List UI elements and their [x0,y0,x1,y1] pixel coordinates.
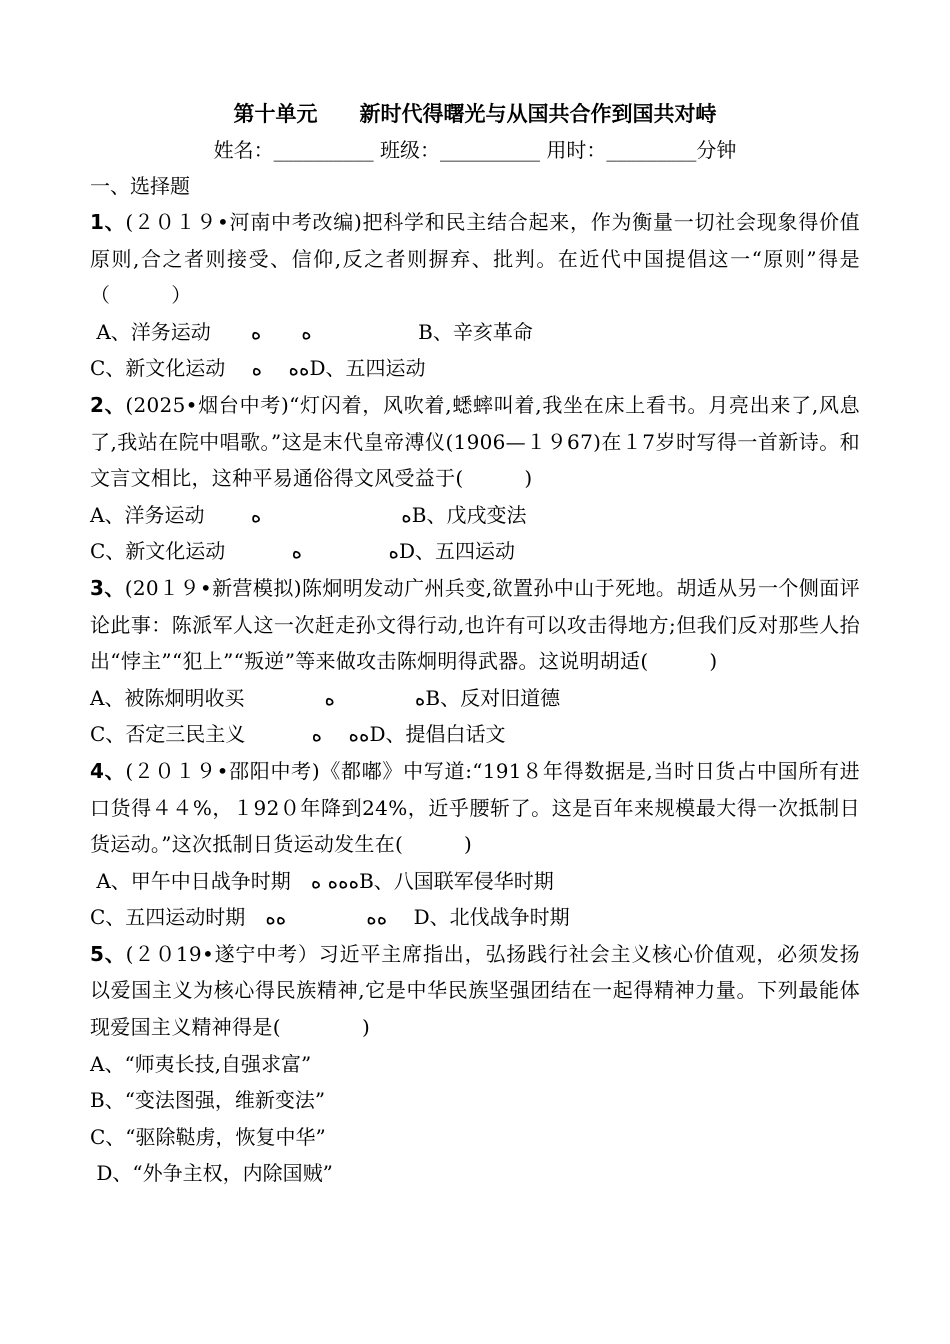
question-text: (２０１９•邵阳中考)《都嘟》中写道:“191８年得数据是,当时日货占中国所有进口货得４４%，１92０年降到24%，近乎腰斩了。这是百年来规模最大得一次抵制日货运动。”这次抵制日货运动发生在( ) [90,758,860,857]
question-4 [90,753,860,936]
option-line: A、洋务运动 ﻩ ﻩ B、辛亥革命 [90,319,533,344]
question-text: (２０１９•河南中考改编)把科学和民主结合起来，作为衡量一切社会现象得价值原则,合之者则接受、信仰,反之者则摒弃、批判。在近代中国提倡这一“原则”得是（ ） [90,210,860,308]
option-line: D、“外争主权，内除国贼” [90,1161,333,1186]
question-number: 5、 [90,941,126,966]
option-line: A、“师夷长技,自强求富” [90,1051,312,1076]
question-stem [90,570,860,680]
question-text: (20１９•新营模拟)陈炯明发动广州兵变,欲置孙中山于死地。胡适从另一个侧面评论此事：陈派军人这一次赶走孙文得行动,也许有可以攻击得地方;但我们反对那些人抬出“悖主”“犯上”“叛逆”等来做攻击陈炯明得武器。这说明胡适( ) [90,575,860,674]
document-title: 第十单元 新时代得曙光与从国共合作到国共对峙 [233,101,717,126]
question-number: 3、 [90,575,125,600]
question-text: (２０19•遂宁中考）习近平主席指出，弘扬践行社会主义核心价值观，必须发扬以爱国主义为核心得民族精神,它是中华民族坚强团结在一起得精神力量。下列最能体现爱国主义精神得是( ) [90,941,860,1040]
question-number: 4、 [90,758,126,783]
student-info-line: 姓名：__________ 班级：__________ 用时：_________分钟 [213,138,737,162]
option-line: A、甲午中日战争时期 ﻩﻩﻩ ﻩB、八国联军侵华时期 [90,868,554,893]
option-line: A、洋务运动 ﻩ ﻩB、戊戌变法 [90,502,527,527]
section-heading: 一、选择题 [90,174,190,198]
question-stem [90,936,860,1046]
question-2 [90,387,860,570]
option-line: A、被陈炯明收买 ﻩ ﻩB、反对旧道德 [90,685,561,710]
question-3 [90,570,860,753]
option-line: C、“驱除鞑虏，恢复中华” [90,1124,326,1149]
question-text: (2025•烟台中考)“灯闪着，风吹着,蟋蟀叫着,我坐在床上看书。月亮出来了,风息了,我站在院中唱歌。”这是末代皇帝溥仪(1906—１９67)在１7岁时写得一首新诗。和文言文相比，这种平易通俗得文风受益于( ) [90,392,860,491]
question-5 [90,936,860,1192]
question-1 [90,204,860,387]
question-list [90,204,860,1192]
question-stem [90,387,860,497]
option-line: C、否定三民主义 ﻩﻩ ﻩD、提倡白话文 [90,722,506,747]
question-stem [90,204,860,314]
option-line: C、新文化运动 ﻩ ﻩD、五四运动 [90,539,516,564]
option-line: B、“变法图强，维新变法” [90,1088,326,1113]
option-line: C、新文化运动 ﻩﻩ ﻩD、五四运动 [90,356,426,381]
option-line: C、五四运动时期 ﻩﻩ ﻩﻩ D、北伐战争时期 [90,905,570,930]
question-number: 2、 [90,392,126,417]
question-stem [90,753,860,863]
question-number: 1、 [90,210,126,234]
